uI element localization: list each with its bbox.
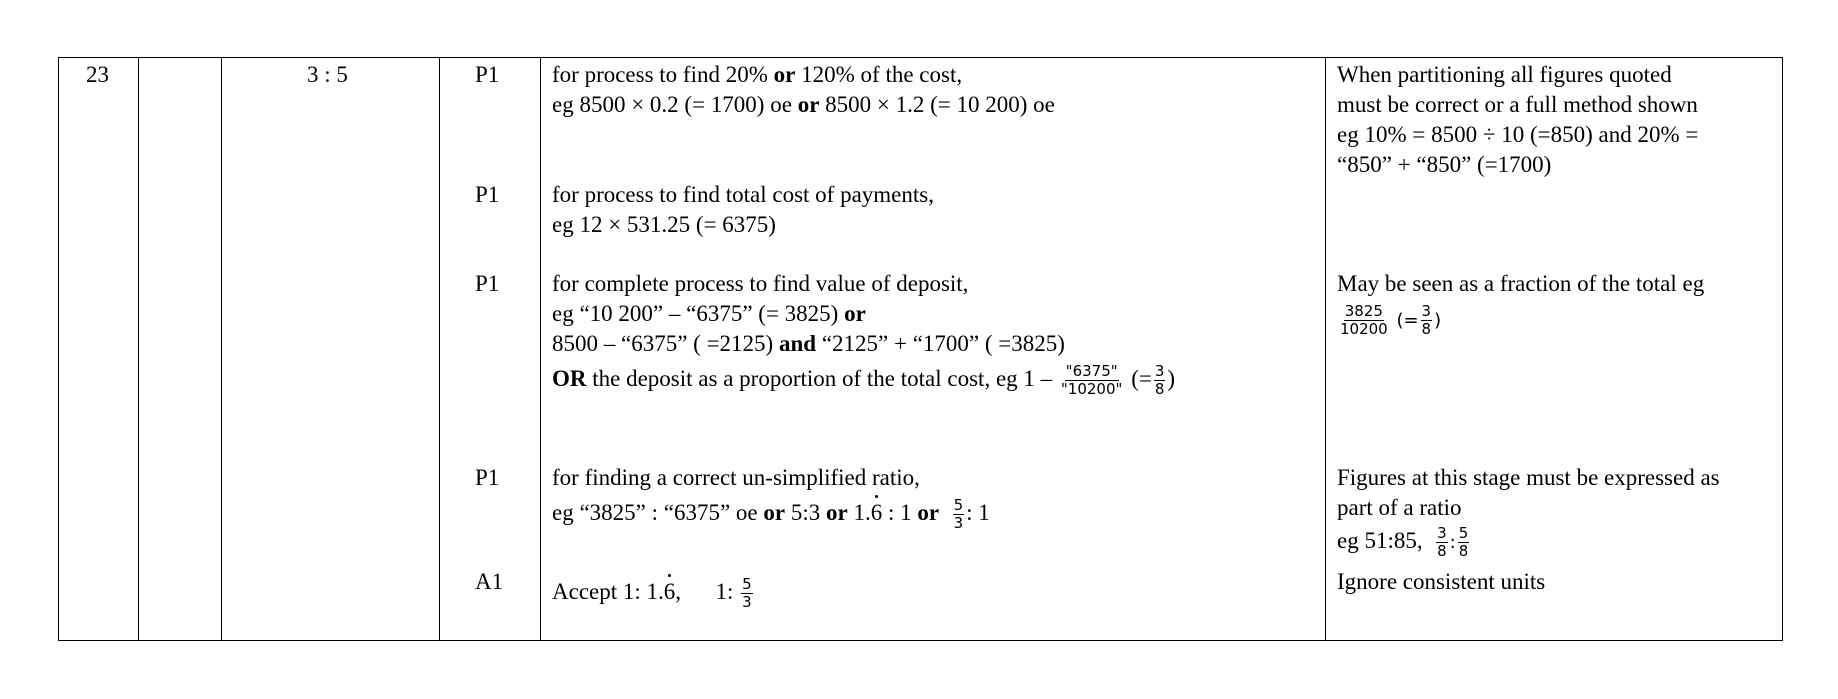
text: 8500 – “6375” ( =2125) xyxy=(552,331,779,356)
bold-or: OR xyxy=(552,366,587,391)
bold-or: or xyxy=(763,500,786,525)
numerator: 3 xyxy=(1154,362,1165,381)
fraction xyxy=(1339,303,1389,338)
text: eg 51:85, xyxy=(1337,528,1423,553)
numerator: "6375" xyxy=(1065,362,1118,381)
note-line: eg 12 × 531.25 (= 6375) xyxy=(552,212,776,237)
answer: 3 : 5 xyxy=(307,62,348,87)
bold-or: or xyxy=(844,301,866,326)
guidance-line: eg 10% = 8500 ÷ 10 (=850) and 20% = xyxy=(1337,122,1699,147)
bold-or: or xyxy=(917,500,940,525)
text: : 1 xyxy=(882,500,918,525)
note-line: for process to find total cost of payments, xyxy=(552,182,934,207)
guidance-line: must be correct or a full method shown xyxy=(1337,92,1698,117)
guidance-line: part of a ratio xyxy=(1337,495,1462,520)
text: , 1: xyxy=(675,579,734,604)
denominator: 10200 xyxy=(1340,320,1388,339)
denominator: 3 xyxy=(953,514,964,533)
mark-notes-1 xyxy=(552,60,1055,120)
denominator: 8 xyxy=(1421,320,1432,339)
fraction xyxy=(953,497,965,532)
numerator: 5 xyxy=(1458,524,1469,543)
note-line xyxy=(552,359,1175,399)
fraction xyxy=(1436,525,1448,560)
text: (= xyxy=(1125,366,1152,391)
note-line: for complete process to find value of deposit, xyxy=(552,271,969,296)
guidance-5: Ignore consistent units xyxy=(1337,569,1546,594)
mark-scheme-table xyxy=(58,57,1783,641)
guidance-line: “850” + “850” (=1700) xyxy=(1337,152,1552,177)
guidance-line: When partitioning all figures quoted xyxy=(1337,62,1672,87)
text: ) xyxy=(1167,366,1176,391)
guidance-line xyxy=(1337,523,1720,561)
bold-or: or xyxy=(797,92,820,117)
note-line xyxy=(552,299,1175,329)
denominator: 3 xyxy=(742,593,752,612)
column-divider xyxy=(221,58,222,640)
mark-notes-5 xyxy=(552,572,755,612)
column-divider xyxy=(540,58,541,640)
text: : xyxy=(1449,532,1456,553)
denominator: 8 xyxy=(1154,380,1165,399)
bold-and: and xyxy=(778,331,817,356)
note-line xyxy=(552,329,1175,359)
fraction xyxy=(1154,363,1166,398)
numerator: 3 xyxy=(1437,524,1447,543)
mark-notes-3 xyxy=(552,269,1175,399)
guidance-1 xyxy=(1337,60,1698,180)
column-divider xyxy=(439,58,440,640)
text: Accept 1: 1. xyxy=(552,579,664,604)
question-number: 23 xyxy=(86,62,109,87)
mark-code: P1 xyxy=(475,465,500,490)
text: 120% of the cost, xyxy=(795,62,963,87)
text: 1. xyxy=(847,500,871,525)
denominator: "10200" xyxy=(1060,380,1123,399)
note-line xyxy=(552,90,1055,120)
text: : 1 xyxy=(966,500,990,525)
numerator: 5 xyxy=(953,496,964,515)
text: ) xyxy=(1434,310,1442,331)
note-line xyxy=(552,493,990,533)
fraction xyxy=(1421,303,1433,338)
text: eg 8500 × 0.2 (= 1700) oe xyxy=(552,92,798,117)
text: 5:3 xyxy=(785,500,827,525)
bold-or: or xyxy=(826,500,848,525)
guidance-line: May be seen as a fraction of the total eg xyxy=(1337,271,1705,296)
guidance-4 xyxy=(1337,463,1720,561)
guidance-3 xyxy=(1337,269,1704,341)
fraction xyxy=(1458,525,1470,560)
text: eg “3825” : “6375” oe xyxy=(552,500,764,525)
text: “2125” + “1700” ( =3825) xyxy=(816,331,1065,356)
mark-code: P1 xyxy=(475,182,500,207)
mark-code: P1 xyxy=(475,271,500,296)
note-line: for finding a correct un-simplified ratio, xyxy=(552,465,920,490)
guidance-line xyxy=(1337,299,1704,341)
column-divider xyxy=(138,58,139,640)
recurring-digit: 6 xyxy=(664,572,676,612)
text: the deposit as a proportion of the total cost, eg 1 – xyxy=(586,366,1053,391)
text: for process to find 20% xyxy=(552,62,774,87)
text: 8500 × 1.2 (= 10 200) oe xyxy=(819,92,1055,117)
denominator: 8 xyxy=(1437,542,1447,561)
fraction xyxy=(1060,363,1124,398)
mark-code: A1 xyxy=(475,569,504,594)
mark-code: P1 xyxy=(475,62,500,87)
note-line xyxy=(552,60,1055,90)
recurring-digit: 6 xyxy=(871,493,883,533)
numerator: 3825 xyxy=(1344,302,1383,321)
bold-or: or xyxy=(773,62,796,87)
denominator: 8 xyxy=(1458,542,1469,561)
column-divider xyxy=(1325,58,1326,640)
fraction xyxy=(741,576,753,611)
numerator: 5 xyxy=(742,575,752,594)
mark-notes-4 xyxy=(552,463,990,533)
text: (= xyxy=(1390,310,1419,331)
guidance-line: Figures at this stage must be expressed as xyxy=(1337,465,1720,490)
mark-notes-2 xyxy=(552,180,934,240)
text: eg “10 200” – “6375” (= 3825) xyxy=(552,301,845,326)
numerator: 3 xyxy=(1421,302,1432,321)
